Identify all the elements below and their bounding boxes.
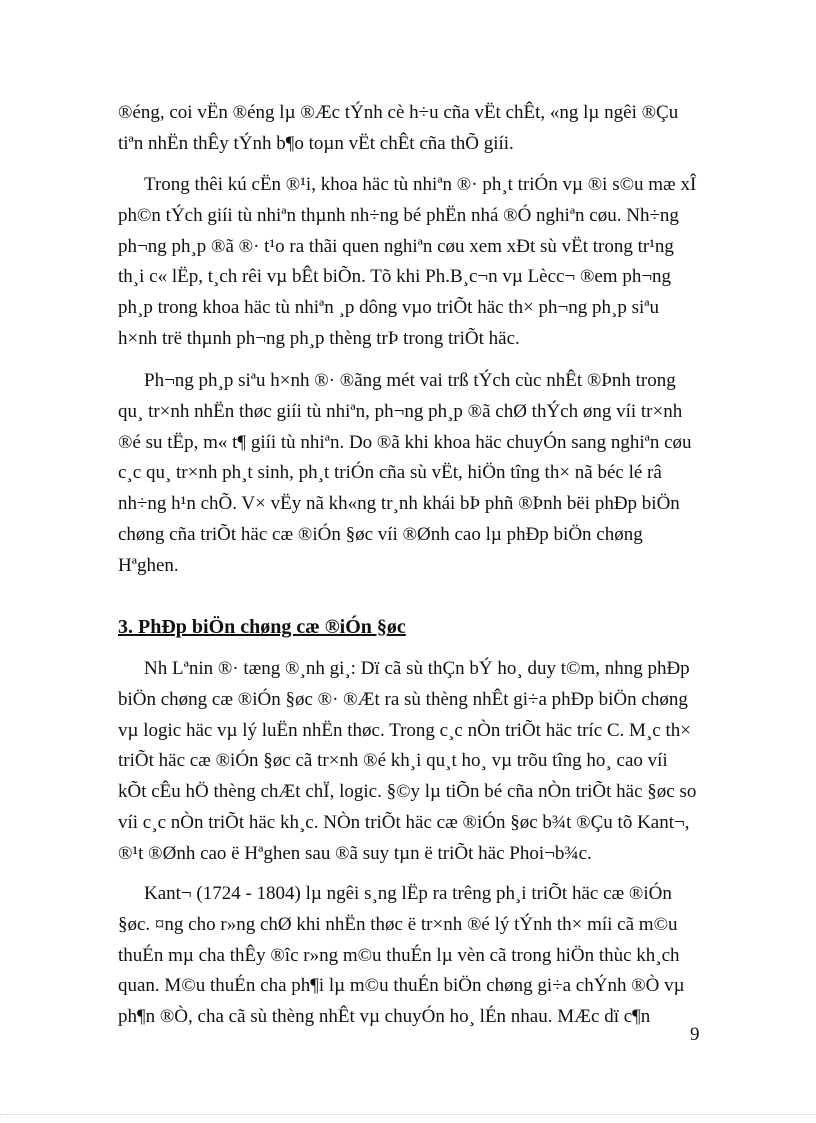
text-line: ph¶n ®Ò, cha cã sù thèng nhÊt vµ chuyÓn ho¸ lÉn nhau. MÆc dï c¶n xyxy=(118,1006,651,1028)
text-line: ®é su tËp, m« t¶ giíi tù nhiªn. Do ®ã khi khoa häc chuyÓn sang nghiªn cøu xyxy=(118,431,692,453)
text-line: tiªn nhËn thÊy tÝnh b¶o toµn vËt chÊt cña thÕ giíi. xyxy=(118,132,514,154)
paragraph-2 xyxy=(118,170,698,355)
paragraph-3 xyxy=(118,366,698,582)
paragraph-5 xyxy=(118,879,698,1033)
paragraph-body xyxy=(118,98,698,160)
text-line: §øc. ¤ng cho r»ng chØ khi nhËn thøc ë tr×nh ®é lý tÝnh th× míi cã m©u xyxy=(118,913,678,935)
text-line: ph©n tÝch giíi tù nhiªn thµnh nh÷ng bé phËn nhá ®Ó nghiªn cøu. Nh÷ng xyxy=(118,204,679,226)
page-number: 9 xyxy=(690,1024,700,1045)
bottom-divider xyxy=(0,1114,816,1115)
text-line: Hªghen. xyxy=(118,554,179,576)
paragraph-body xyxy=(118,654,698,870)
text-line: thuÉn mµ cha thÊy ®îc r»ng m©u thuÉn lµ vèn cã trong hiÖn thùc kh¸ch xyxy=(118,944,680,966)
paragraph-4 xyxy=(118,654,698,870)
text-line: biÖn chøng cæ ®iÓn §øc ®· ®Æt ra sù thèng nhÊt gi÷a phÐp biÖn chøng xyxy=(118,688,688,710)
section-heading: 3. PhÐp biÖn chøng cæ ®iÓn §øc xyxy=(118,616,406,638)
text-line: ®¹t ®Ønh cao ë Hªghen sau ®ã suy tµn ë triÕt häc Phoi¬b¾c. xyxy=(118,842,592,864)
text-line: h×nh trë thµnh ph¬ng ph¸p thèng trÞ trong triÕt häc. xyxy=(118,327,520,349)
text-line: kÕt cÊu hÖ thèng chÆt chÏ, logic. §©y lµ tiÕn bé cña nÒn triÕt häc §øc so xyxy=(118,781,697,803)
text-line: th¸i c« lËp, t¸ch rêi vµ bÊt biÕn. Tõ khi Ph.B¸c¬n vµ Lècc¬ ®em ph¬ng xyxy=(118,266,672,288)
text-line: c¸c qu¸ tr×nh ph¸t sinh, ph¸t triÓn cña sù vËt, hiÖn tîng th× nã béc lé râ xyxy=(118,462,662,484)
text-line: ph¬ng ph¸p ®ã ®· t¹o ra thãi quen nghiªn cøu xem xÐt sù vËt trong tr¹ng xyxy=(118,235,674,257)
text-line: ®éng, coi vËn ®éng lµ ®Æc tÝnh cè h÷u cña vËt chÊt, «ng lµ ngêi ®Çu xyxy=(118,102,679,123)
paragraph-body xyxy=(118,170,698,355)
text-line: Trong thêi kú cËn ®¹i, khoa häc tù nhiªn ®· ph¸t triÓn vµ ®i s©u mæ xÎ xyxy=(144,174,697,195)
text-line: qu¸ tr×nh nhËn thøc giíi tù nhiªn, ph¬ng ph¸p ®ã chØ thÝch øng víi tr×nh xyxy=(118,400,683,422)
text-line: triÕt häc cæ ®iÓn §øc cã tr×nh ®é kh¸i qu¸t ho¸ vµ trõu tîng ho¸ cao víi xyxy=(118,750,668,772)
text-line: Nh Lªnin ®· tæng ®¸nh gi¸: Dï cã sù thÇn bÝ ho¸ duy t©m, nhng phÐp xyxy=(144,658,690,679)
paragraph-body xyxy=(118,366,698,582)
paragraph-1 xyxy=(118,98,698,160)
text-line: quan. M©u thuÉn cha ph¶i lµ m©u thuÉn biÖn chøng gi÷a chÝnh ®Ò vµ xyxy=(118,975,685,997)
text-line: víi c¸c nÒn triÕt häc kh¸c. NÒn triÕt häc cæ ®iÓn §øc b¾t ®Çu tõ Kant¬, xyxy=(118,811,690,833)
text-line: ph¸p trong khoa häc tù nhiªn ¸p dông vµo triÕt häc th× ph¬ng ph¸p siªu xyxy=(118,297,660,319)
text-line: Ph¬ng ph¸p siªu h×nh ®· ®ãng mét vai trß tÝch cùc nhÊt ®Þnh trong xyxy=(144,370,676,391)
text-line: Kant¬ (1724 - 1804) lµ ngêi s¸ng lËp ra trêng ph¸i triÕt häc cæ ®iÓn xyxy=(144,883,672,904)
text-line: vµ logic häc vµ lý luËn nhËn thøc. Trong c¸c nÒn triÕt häc tríc C. M¸c th× xyxy=(118,719,691,741)
paragraph-body xyxy=(118,879,698,1033)
text-line: chøng cña triÕt häc cæ ®iÓn §øc víi ®Ønh cao lµ phÐp biÖn chøng xyxy=(118,523,643,545)
text-line: nh÷ng h¹n chÕ. V× vËy nã kh«ng tr¸nh khái bÞ phñ ®Þnh bëi phÐp biÖn xyxy=(118,493,680,515)
